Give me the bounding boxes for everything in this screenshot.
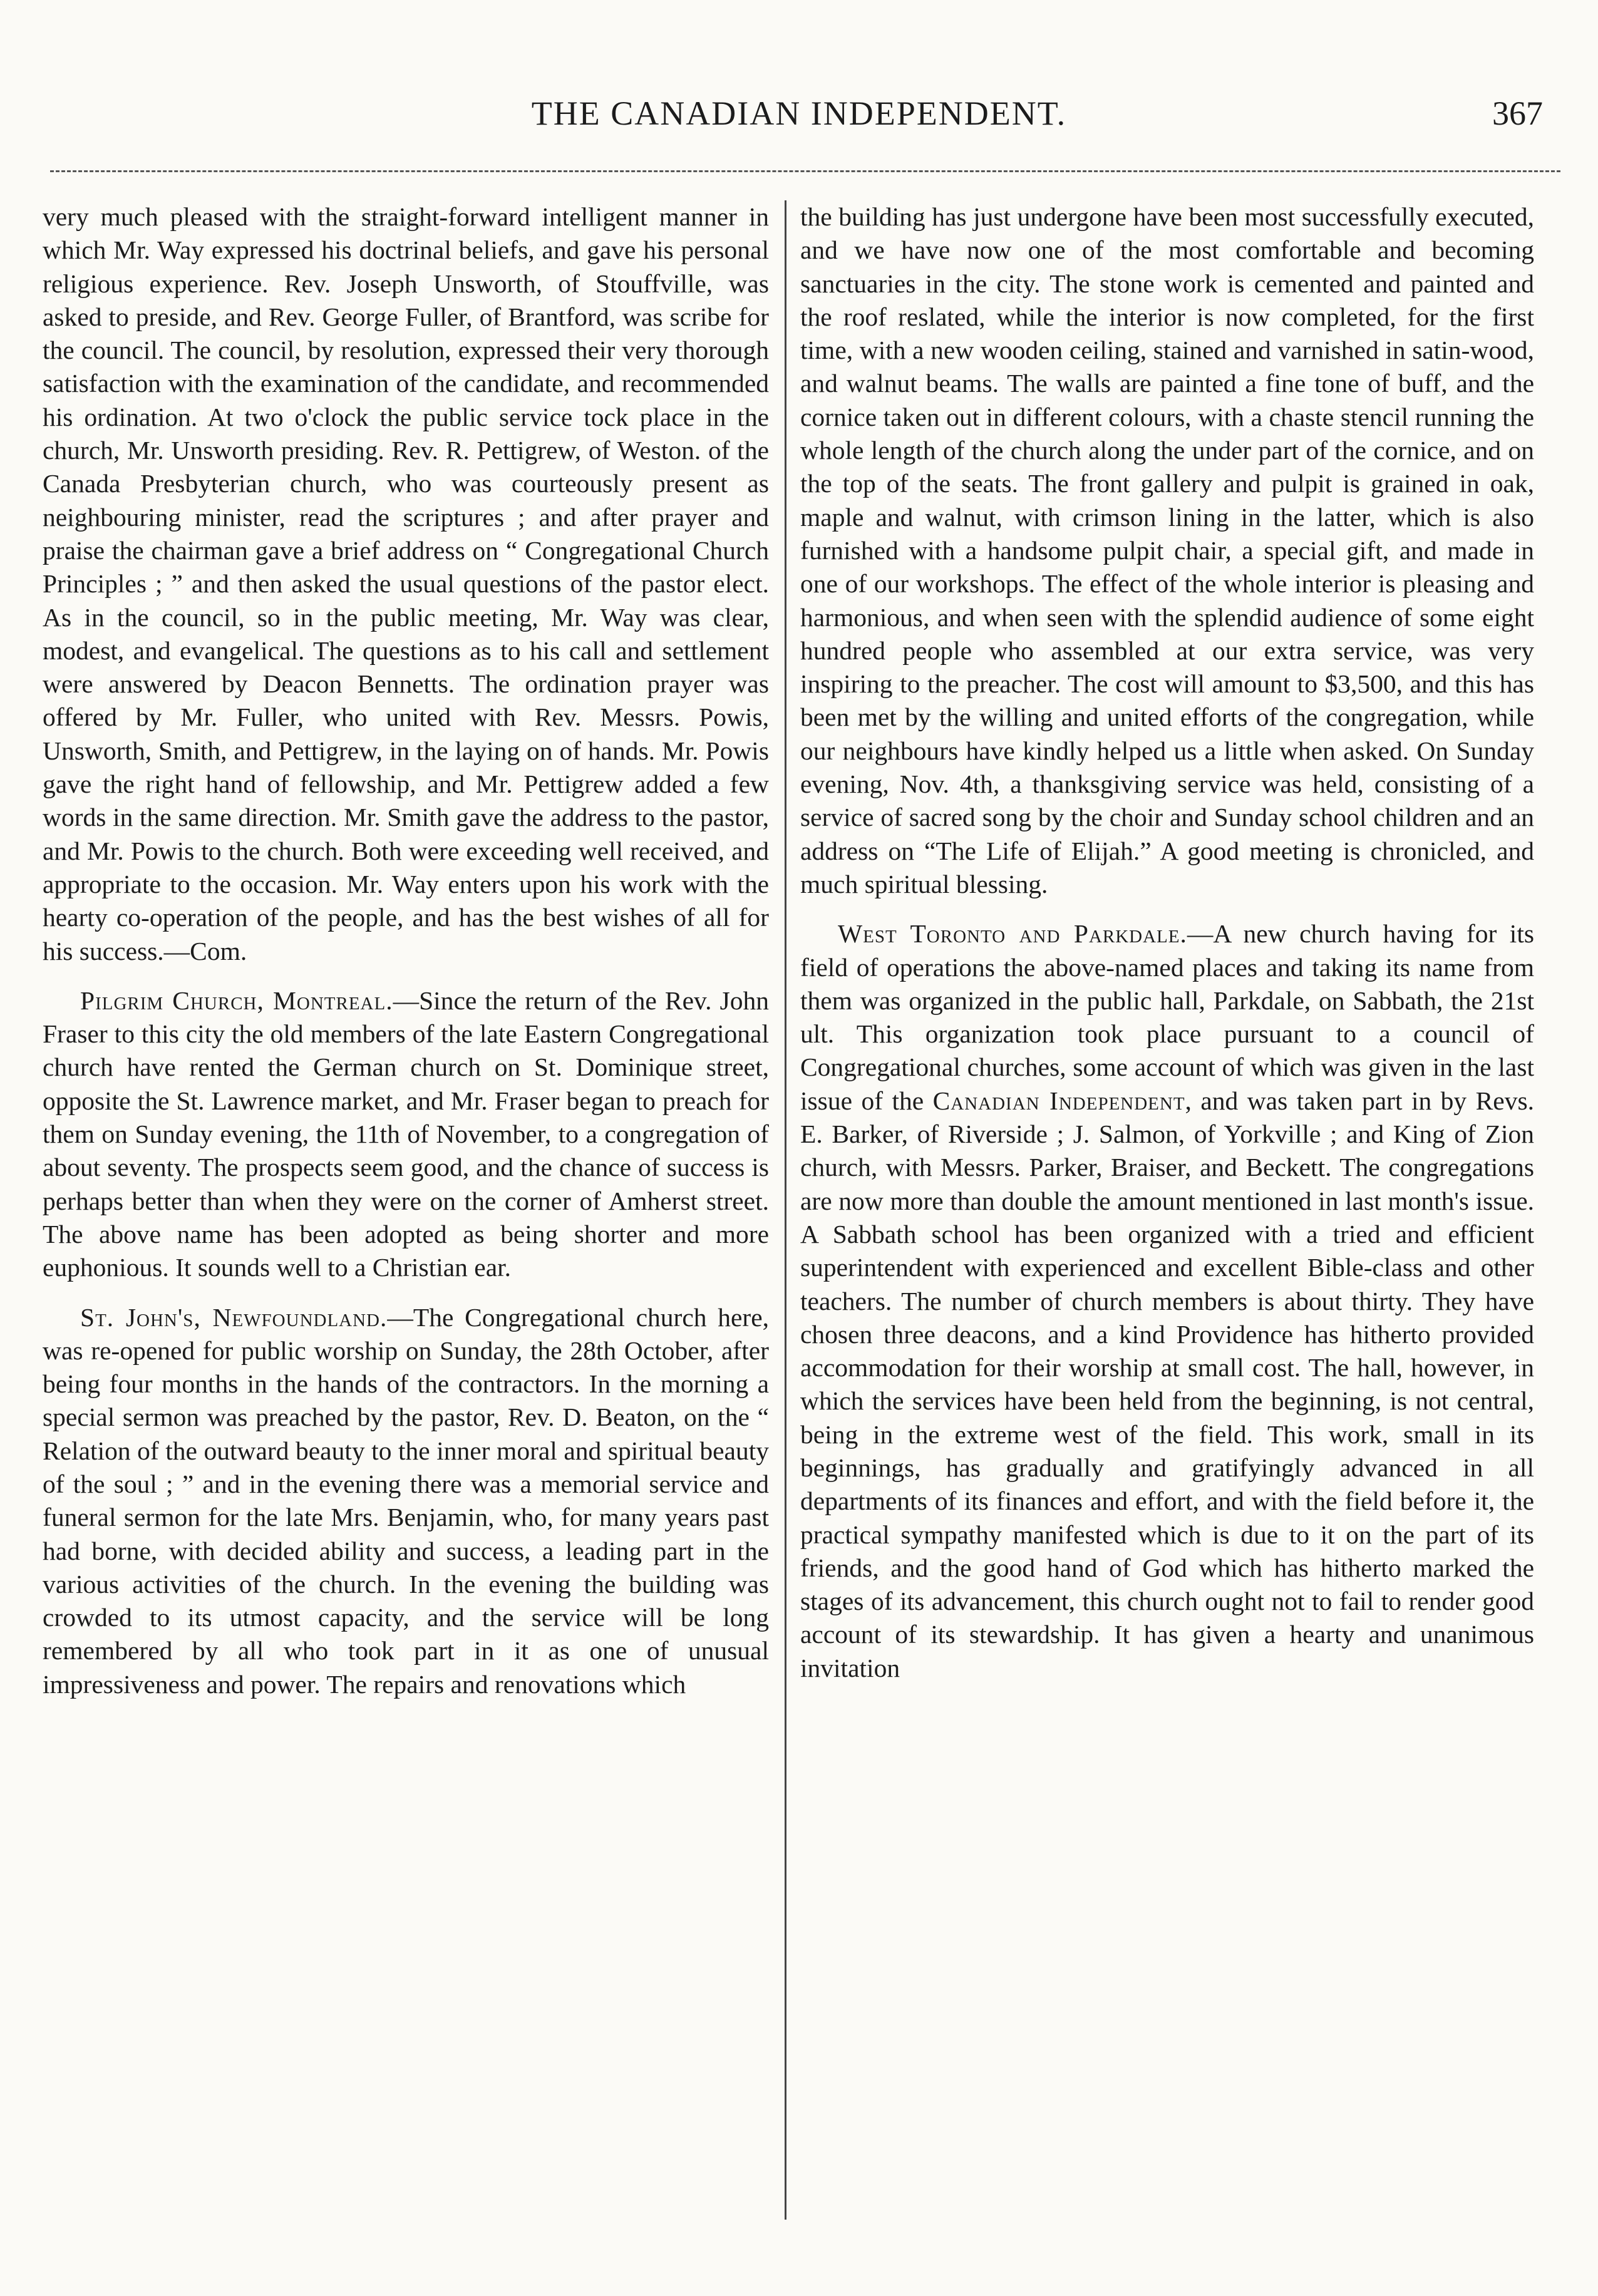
- paragraph-st-johns-body: —The Congregational church here, was re-opened for public worship on Sunday, the 28th October, after being four months in the hands of the contractors. In the morning a special sermon was preached by the pastor, Rev. D. Beaton, on the “ Relation of the outward beauty to the inner moral and spiritual beauty of the soul ; ” and in the evening there was a memorial service and funeral sermon for the late Mrs. Benjamin, who, for many years past had borne, with decided ability and success, a leading part in the various activities of the church. In the evening the building was crowded to its utmost capacity, and the service will be long remembered by all who took part in it as one of unusual impressiveness and power. The repairs and renovations which: [43, 1302, 769, 1699]
- page-header: [38, 94, 1560, 144]
- paragraph-west-toronto: [800, 917, 1534, 1685]
- section-heading-west-toronto: West Toronto and Parkdale.: [838, 919, 1187, 949]
- journal-name: Canadian Independent: [932, 1086, 1185, 1115]
- paragraph-pilgrim-church: [43, 984, 769, 1285]
- section-heading-st-johns: St. John's, Newfoundland.: [80, 1302, 388, 1332]
- paragraph-ordination: very much pleased with the straight-forward intelligent manner in which Mr. Way expressed his doctrinal beliefs, and gave his personal religious experience. Rev. Joseph Unsworth, of Stouffville, was asked to preside, and Rev. George Fuller, of Brantford, was scribe for the council. The council, by resolution, expressed their very thorough satisfaction with the examination of the candidate, and recommended his ordination. At two o'clock the public service tock place in the church, Mr. Unsworth presiding. Rev. R. Pettigrew, of Weston. of the Canada Presbyterian church, who was courteously present as neighbouring minister, read the scriptures ; and after prayer and praise the chairman gave a brief address on “ Congregational Church Principles ; ” and then asked the usual questions of the pastor elect. As in the council, so in the public meeting, Mr. Way was clear, modest, and evangelical. The questions as to his call and settlement were answered by Deacon Bennetts. The ordination prayer was offered by Mr. Fuller, who united with Rev. Messrs. Powis, Unsworth, Smith, and Pettigrew, in the laying on of hands. Mr. Powis gave the right hand of fellowship, and Mr. Pettigrew added a few words in the same direction. Mr. Smith gave the address to the pastor, and Mr. Powis to the church. Both were exceeding well received, and appropriate to the occasion. Mr. Way enters upon his work with the hearty co-operation of the people, and has the best wishes of all for his success.—Com.: [43, 202, 769, 965]
- paragraph-west-toronto-body-b: , and was taken part in by Revs. E. Barker, of Riverside ; J. Salmon, of Yorkville ; and King of Zion church, with Messrs. Parker, Braiser, and Beckett. The congregations are now more than double the amount mentioned in last month's issue. A Sabbath school has been organized with a tried and efficient superintendent with experienced and excellent Bible-class and other teachers. The number of church members is about thirty. They have chosen three deacons, and a kind Providence has hitherto provided accommodation for their worship at small cost. The hall, however, in which the services have been held from the beginning, is not central, being in the extreme west of the field. This work, small in its beginnings, has gradually and gratifyingly advanced in all departments of its finances and effort, and with the field before it, the practical sympathy manifested which is due to it on the part of its friends, and the good hand of God which has hitherto marked the stages of its advancement, this church ought not to fail to render good account of its stewardship. It has given a hearty and unanimous invitation: [800, 1086, 1534, 1682]
- page-number: 367: [1492, 95, 1543, 132]
- paragraph-west-toronto-body-a: —A new church having for its field of operations the above-named places and taking its name from them was organized in the public hall, Parkdale, on Sabbath, the 21st ult. This organization took place pursuant to a council of Congregational churches, some account of which was given in the last issue of the: [800, 919, 1534, 1115]
- paragraph-st-johns: [43, 1301, 769, 1702]
- header-rule: [50, 170, 1560, 172]
- section-heading-pilgrim-church: Pilgrim Church, Montreal.: [80, 986, 393, 1015]
- paragraph-pilgrim-church-body: —Since the return of the Rev. John Fraser to this city the old members of the late Eastern Congregational church have rented the German church on St. Dominique street, opposite the St. Lawrence market, and Mr. Fraser began to preach for them on Sunday evening, the 11th of November, to a congregation of about seventy. The prospects seem good, and the chance of success is perhaps better than when they were on the corner of Amherst street. The above name has been adopted as being shorter and more euphonious. It sounds well to a Christian ear.: [43, 986, 769, 1282]
- column-divider: [785, 200, 786, 2220]
- paragraph-renovations: the building has just undergone have been most successfully executed, and we have now one of the most comfortable and becoming sanctuaries in the city. The stone work is cemented and painted and the roof reslated, while the interior is now completed, for the first time, with a new wooden ceiling, stained and varnished in satin-wood, and walnut beams. The walls are painted a fine tone of buff, and the cornice taken out in different colours, with a chaste stencil running the whole length of the church along the under part of the cornice, and on the top of the seats. The front gallery and pulpit is grained in oak, maple and walnut, with crimson lining in the latter, which is also furnished with a handsome pulpit chair, a special gift, and made in one of our workshops. The effect of the whole interior is pleasing and harmonious, and when seen with the splendid audience of some eight hundred people who assembled at our extra service, was very inspiring to the preacher. The cost will amount to $3,500, and this has been met by the willing and united efforts of the congregation, while our neighbours have kindly helped us a little when asked. On Sunday evening, Nov. 4th, a thanksgiving service was held, consisting of a service of sacred song by the choir and Sunday school children and an address on “The Life of Elijah.” A good meeting is chronicled, and much spiritual blessing.: [800, 202, 1534, 898]
- right-column: [800, 200, 1534, 2229]
- left-column: [43, 200, 769, 2229]
- running-title: THE CANADIAN INDEPENDENT.: [531, 95, 1067, 132]
